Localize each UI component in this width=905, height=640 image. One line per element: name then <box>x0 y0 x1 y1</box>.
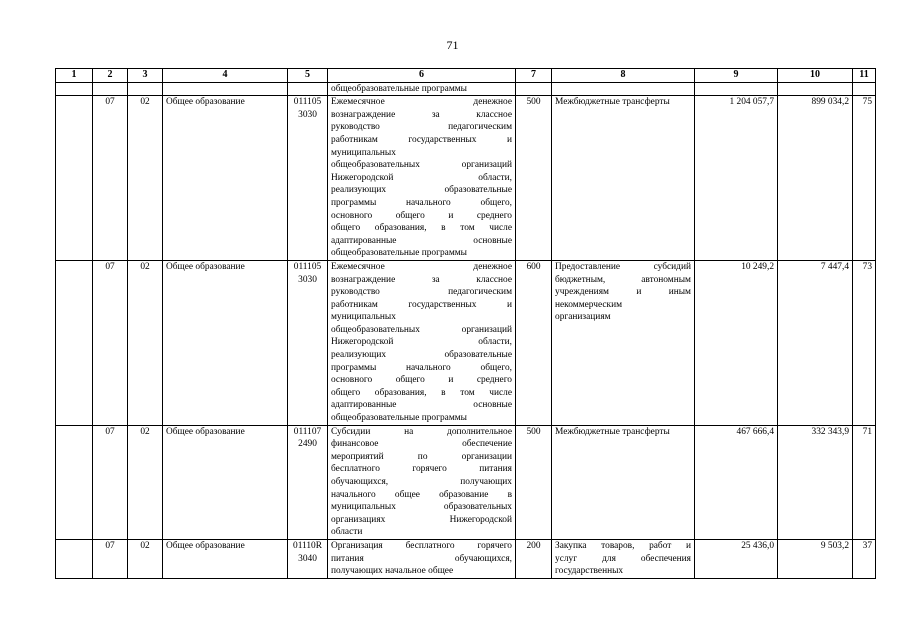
text-line: бесплатного горячего питания <box>331 464 512 475</box>
text-line: Ежемесячное денежное <box>331 97 512 108</box>
cell-col-1 <box>56 539 93 578</box>
text-line: общеобразовательные программы <box>331 413 467 424</box>
cell-section: 07 <box>93 96 128 261</box>
text-line: работникам государственных и <box>331 299 512 310</box>
text-line: государственных <box>555 566 624 577</box>
table-header-row <box>56 69 876 83</box>
cell-target-code <box>288 425 328 539</box>
text-line: мероприятий по организации <box>331 451 512 462</box>
cell-plan-amount: 467 666,4 <box>695 425 778 539</box>
cell-percent: 75 <box>853 96 876 261</box>
column-header-10: 10 <box>778 69 853 83</box>
cell-expense-type: 500 <box>516 96 552 261</box>
text-line: общеобразовательных организаций <box>331 160 512 171</box>
cell-plan-amount: 25 436,0 <box>695 539 778 578</box>
text-line: 011107 <box>293 426 322 437</box>
text-line: адаптированные основные <box>331 400 512 411</box>
cell-section: 07 <box>93 539 128 578</box>
text-line: питания обучающихся, <box>331 553 512 564</box>
text-line: 3040 <box>298 553 317 564</box>
cell-target-code <box>288 260 328 425</box>
text-line: обучающихся, получающих <box>331 477 512 487</box>
text-line: Нижегородской области, <box>331 337 512 348</box>
text-line: основного общего и среднего <box>331 210 512 221</box>
text-line: муниципальных образовательных <box>331 502 512 513</box>
text-line: финансовое обеспечение <box>331 439 512 450</box>
table-row <box>56 260 876 425</box>
text-line: работникам государственных и <box>331 134 512 145</box>
cell-expense-name <box>552 96 695 261</box>
text-line: адаптированные основные <box>331 235 512 246</box>
text-line: общеобразовательные программы <box>331 248 467 259</box>
column-header-6: 6 <box>328 69 516 83</box>
budget-table <box>55 68 876 579</box>
text-line: организациях Нижегородской <box>331 514 512 525</box>
column-header-5: 5 <box>288 69 328 83</box>
column-header-2: 2 <box>93 69 128 83</box>
text-line: получающих начальное общее <box>331 566 454 577</box>
cell-expense-name <box>552 260 695 425</box>
text-line: Закупка товаров, работ и <box>555 540 691 551</box>
cell-section: 07 <box>93 260 128 425</box>
text-line: 011105 <box>293 261 322 272</box>
text-line: реализующих образовательные <box>331 185 512 196</box>
cell-section-name: Общее образование <box>163 260 288 425</box>
column-header-8: 8 <box>552 69 695 83</box>
page-number: 71 <box>446 38 459 52</box>
text-line: муниципальных <box>331 147 396 158</box>
text-line: руководство педагогическим <box>331 122 512 133</box>
text-line: общего образования, в том числе <box>331 387 512 398</box>
cell-section: 07 <box>93 425 128 539</box>
text-line: некоммерческим <box>555 299 623 310</box>
text-line: Межбюджетные трансферты <box>555 426 670 437</box>
cell-expense-name <box>552 425 695 539</box>
cell-subsection: 02 <box>128 260 163 425</box>
text-line: вознаграждение за классное <box>331 274 512 285</box>
text-line: организациям <box>555 312 611 323</box>
cell-actual-amount: 9 503,2 <box>778 539 853 578</box>
text-line: Предоставление субсидий <box>555 261 691 272</box>
cell-col-1 <box>56 425 93 539</box>
cell-expense-type: 600 <box>516 260 552 425</box>
cell-target-code <box>288 96 328 261</box>
table-row <box>56 96 876 261</box>
text-line: учреждениям и иным <box>555 287 691 298</box>
text-line: 2490 <box>298 439 317 450</box>
text-line: 3030 <box>298 109 317 120</box>
table-row <box>56 539 876 578</box>
cell-actual-amount: 332 343,9 <box>778 425 853 539</box>
text-line: основного общего и среднего <box>331 375 512 386</box>
text-line: программы начального общего, <box>331 197 512 208</box>
text-line: Межбюджетные трансферты <box>555 97 670 108</box>
cell-subsection: 02 <box>128 96 163 261</box>
cell-subsection: 02 <box>128 425 163 539</box>
cell-percent: 37 <box>853 539 876 578</box>
column-header-7: 7 <box>516 69 552 83</box>
text-line: Нижегородской области, <box>331 172 512 183</box>
cell-section-name: Общее образование <box>163 425 288 539</box>
text-line: области <box>331 527 363 538</box>
cell-col-1 <box>56 96 93 261</box>
column-header-3: 3 <box>128 69 163 83</box>
continuation-text: общеобразовательные программы <box>328 82 516 96</box>
cell-description <box>328 260 516 425</box>
column-header-11: 11 <box>853 69 876 83</box>
cell-actual-amount: 7 447,4 <box>778 260 853 425</box>
cell-col-1 <box>56 260 93 425</box>
cell-plan-amount: 10 249,2 <box>695 260 778 425</box>
text-line: 011105 <box>293 97 322 108</box>
text-line: услуг для обеспечения <box>555 553 691 564</box>
column-header-1: 1 <box>56 69 93 83</box>
cell-plan-amount: 1 204 057,7 <box>695 96 778 261</box>
cell-description <box>328 96 516 261</box>
cell-actual-amount: 899 034,2 <box>778 96 853 261</box>
cell-percent: 73 <box>853 260 876 425</box>
cell-subsection: 02 <box>128 539 163 578</box>
text-line: вознаграждение за классное <box>331 109 512 120</box>
cell-expense-name <box>552 539 695 578</box>
text-line: муниципальных <box>331 312 396 323</box>
text-line: Субсидии на дополнительное <box>331 426 512 437</box>
text-line: Ежемесячное денежное <box>331 261 512 272</box>
cell-expense-type: 500 <box>516 425 552 539</box>
cell-section-name: Общее образование <box>163 539 288 578</box>
cell-target-code <box>288 539 328 578</box>
text-line: Организация бесплатного горячего <box>331 540 512 551</box>
text-line: реализующих образовательные <box>331 350 512 361</box>
text-line: 3030 <box>298 274 317 285</box>
text-line: начального общее образование в <box>331 489 512 500</box>
table-row <box>56 425 876 539</box>
column-header-4: 4 <box>163 69 288 83</box>
cell-percent: 71 <box>853 425 876 539</box>
text-line: общеобразовательных организаций <box>331 324 512 335</box>
text-line: программы начального общего, <box>331 362 512 373</box>
cell-description <box>328 539 516 578</box>
text-line: общего образования, в том числе <box>331 223 512 234</box>
cell-expense-type: 200 <box>516 539 552 578</box>
text-line: бюджетным, автономным <box>555 274 691 285</box>
column-header-9: 9 <box>695 69 778 83</box>
text-line: 01110R <box>293 540 322 551</box>
cell-section-name: Общее образование <box>163 96 288 261</box>
text-line: руководство педагогическим <box>331 287 512 298</box>
continuation-row <box>56 82 876 96</box>
cell-description <box>328 425 516 539</box>
